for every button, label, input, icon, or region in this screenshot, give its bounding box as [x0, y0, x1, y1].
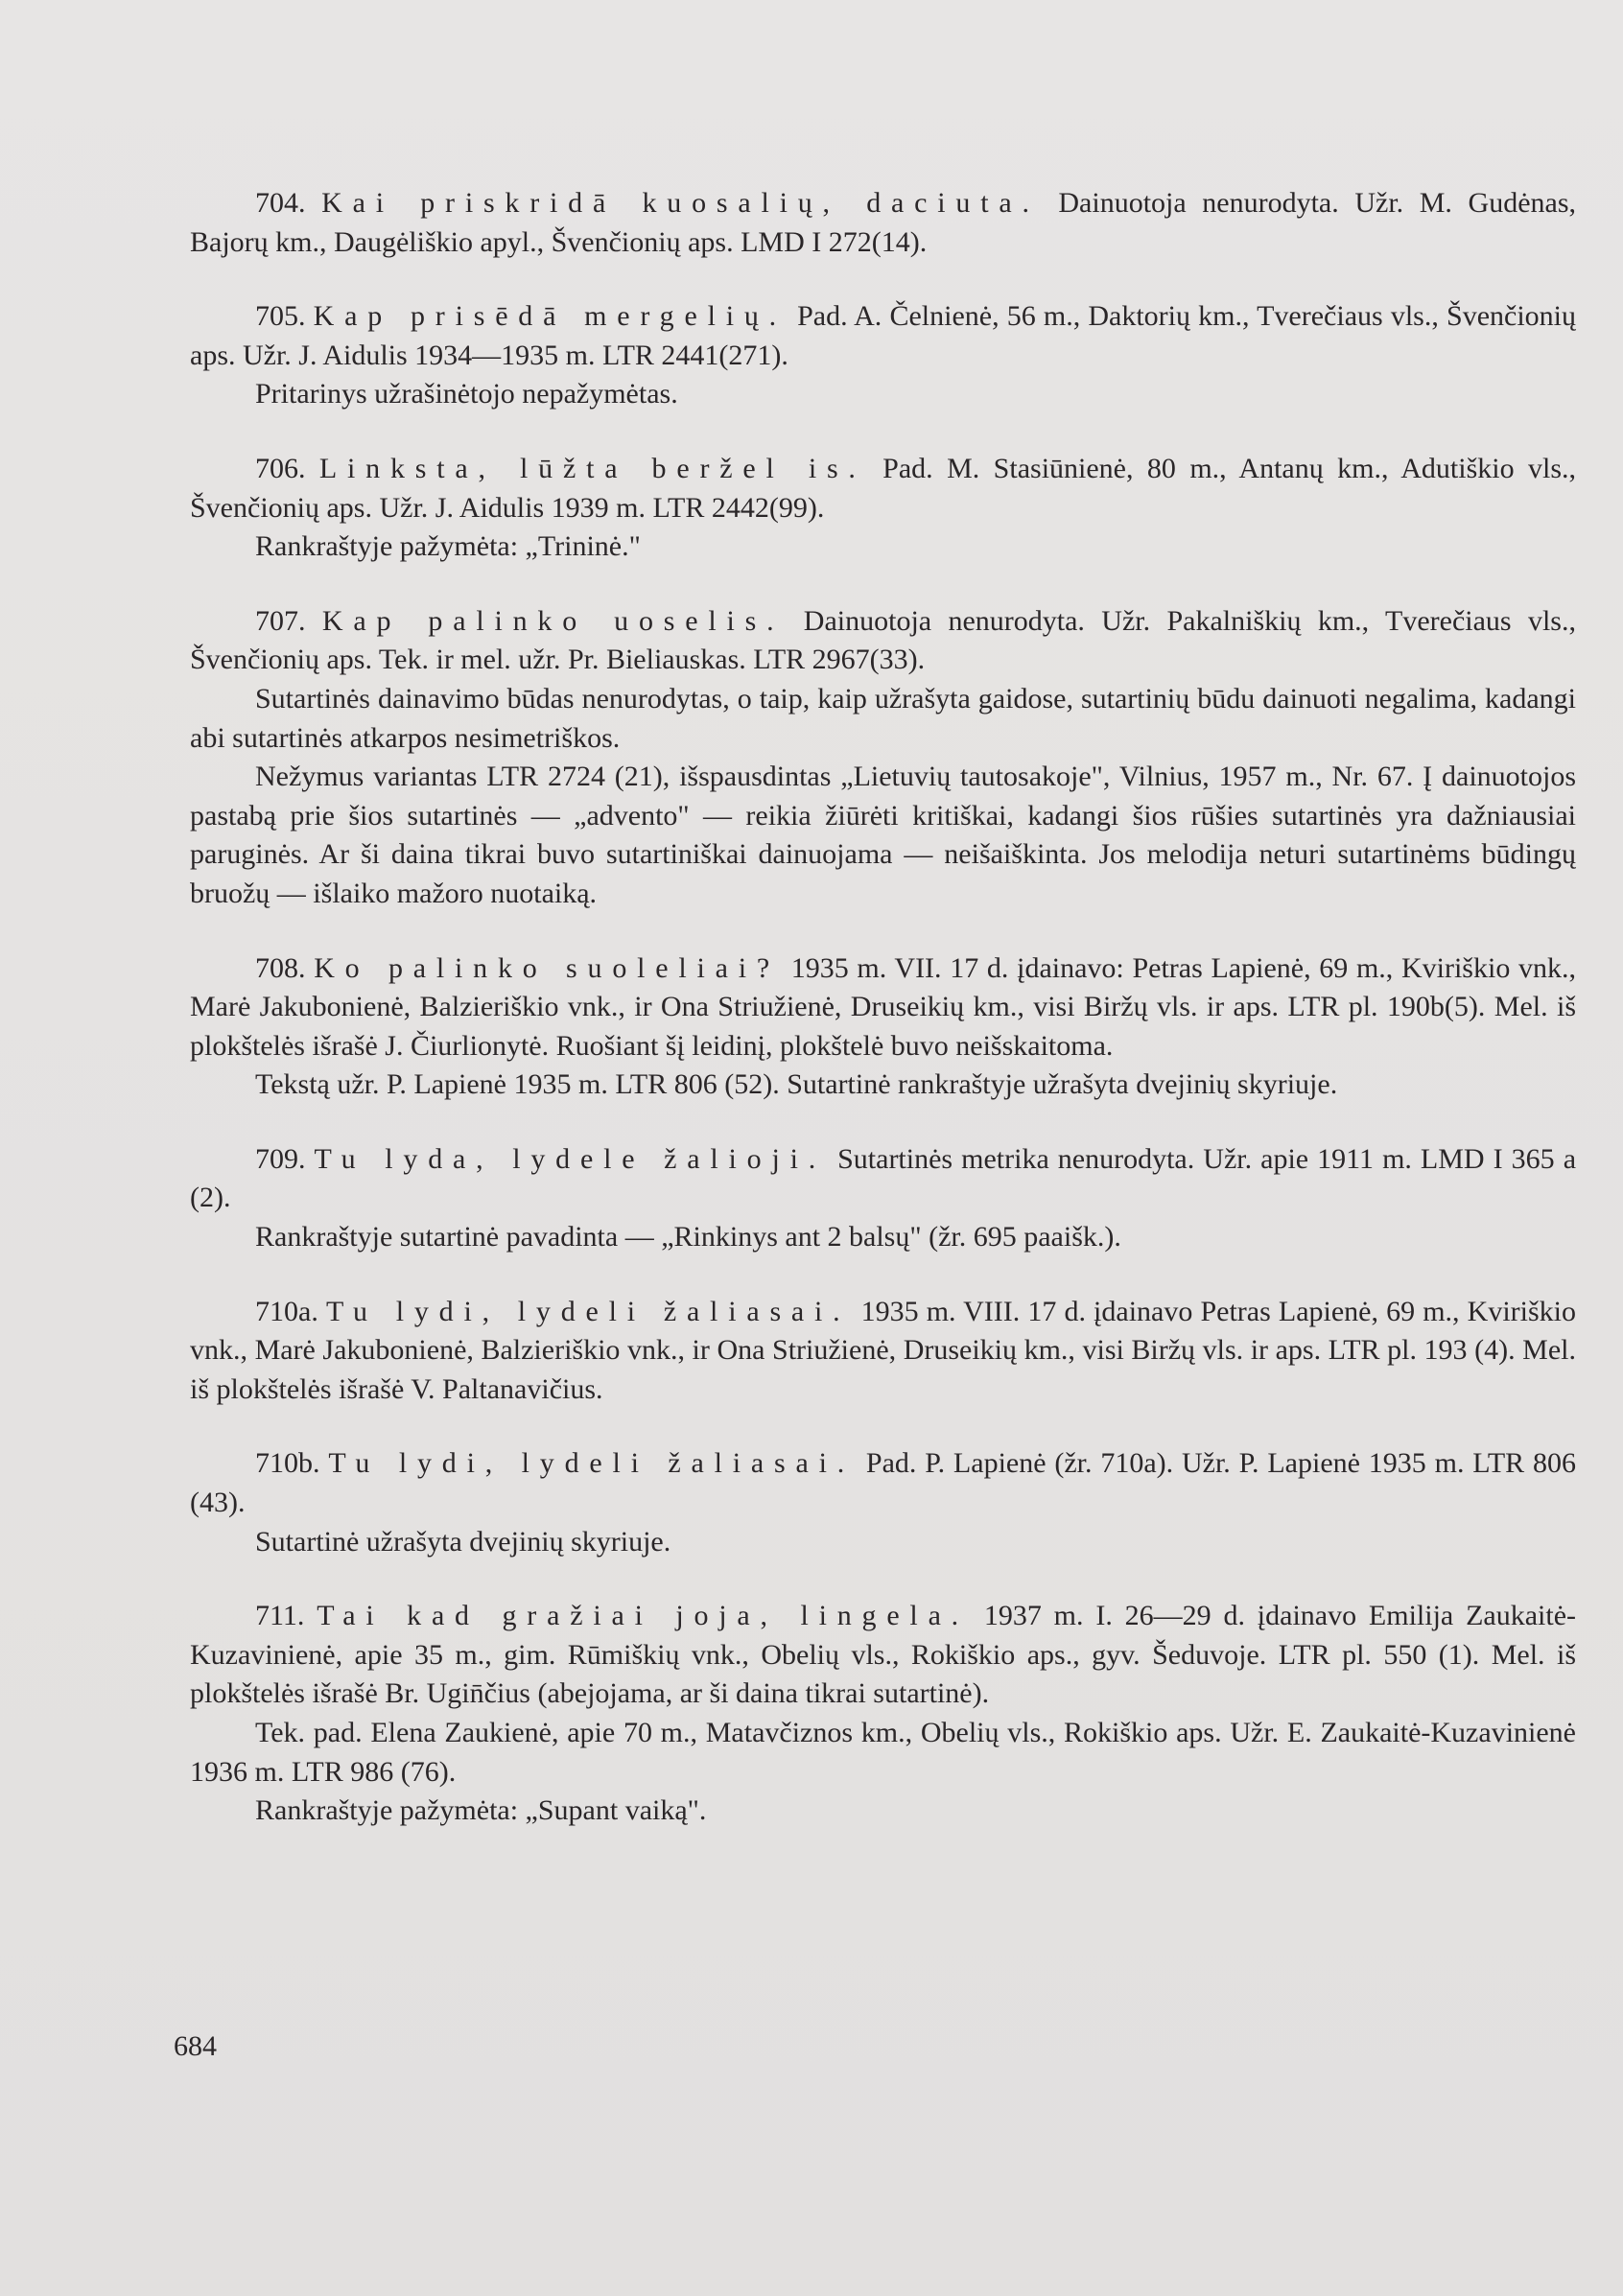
- entry-details: Sutartinės metrika nenurodyta. Užr. apie 1911 m. LMD I 365 a (2).: [190, 1142, 1577, 1214]
- entry-details: 1935 m. VIII. 17 d. įdainavo Petras Lapienė, 69 m., Kviriškio vnk., Marė Jakubonienė, Balzieriškio vnk., ir Ona Striužienė, Druseikių km., visi Biržų vls. ir aps. LTR pl. 193 (4). Mel. iš plokštelės išrašė V. Paltanavičius.: [190, 1295, 1576, 1405]
- entry-paragraph: [190, 949, 1576, 1066]
- entry-note: Sutartinė užrašyta dvejinių skyriuje.: [255, 1525, 671, 1558]
- song-title: Tu lydi, lydeli žaliasai.: [328, 1447, 856, 1480]
- entry-paragraph: [190, 450, 1576, 527]
- song-entry: [190, 1444, 1576, 1561]
- song-entry: [190, 602, 1576, 914]
- entry-note: Nežymus variantas LTR 2724 (21), išspausdintas „Lietuvių tautosakoje", Vilnius, 1957 m., Nr. 67. Į dainuotojos pastabą prie šios sutartinės — „advento" — reikia žiūrėti kritiškai, kadangi šios rūšies sutartinės yra dažniausiai paruginės. Ar ši daina tikrai buvo sutartiniškai dainuojama — neišaiškinta. Jos melodija neturi sutartinėms būdingų bruožų — išlaiko mažoro nuotaiką.: [190, 761, 1576, 909]
- song-entry: [190, 1597, 1576, 1831]
- entry-paragraph: [190, 297, 1576, 375]
- entry-paragraph: [190, 602, 1576, 680]
- entry-note: Tekstą užr. P. Lapienė 1935 m. LTR 806 (52). Sutartinė rankraštyje užrašyta dvejinių skyriuje.: [255, 1068, 1338, 1101]
- entry-paragraph: [190, 1597, 1576, 1714]
- song-title: Tu lydi, lydeli žaliasai.: [325, 1295, 851, 1327]
- entry-note: Pritarinys užrašinėtojo nepažymėtas.: [255, 378, 678, 410]
- song-title: Ko palinko suoleliai?: [314, 951, 781, 984]
- entry-paragraph: [190, 1293, 1576, 1410]
- song-entry: [190, 184, 1576, 262]
- entry-number: 711.: [255, 1600, 305, 1632]
- song-title: Tu lyda, lydele žalioji.: [314, 1142, 827, 1175]
- commentary-text: [190, 184, 1576, 1866]
- entry-details: Dainuotoja nenurodyta. Užr. Pakalniškių km., Tverečiaus vls., Švenčionių aps. Tek. ir mel. užr. Pr. Bieliauskas. LTR 2967(33).: [190, 604, 1576, 676]
- entry-note: Rankraštyje pažymėta: „Trininė.": [255, 530, 641, 563]
- entry-number: 709.: [255, 1142, 306, 1175]
- song-entry: [190, 1140, 1576, 1257]
- song-entry: [190, 949, 1576, 1105]
- song-title: Kai priskridā kuosalių, daciuta.: [321, 187, 1040, 219]
- entry-number: 708.: [255, 951, 306, 984]
- entry-number: 707.: [255, 604, 306, 637]
- entry-number: 710a.: [255, 1295, 318, 1327]
- entry-details: 1937 m. I. 26—29 d. įdainavo Emilija Zaukaitė-Kuzavinienė, apie 35 m., gim. Rūmiškių vnk., Obelių vls., Rokiškio aps., gyv. Šeduvoje. LTR pl. 550 (1). Mel. iš plokštelės išrašė Br. Ugin̄čius (abejojama, ar ši daina tikrai sutartinė).: [190, 1600, 1577, 1710]
- song-title: Kap prisēdā mergelių.: [313, 300, 787, 333]
- entry-details: Pad. M. Stasiūnienė, 80 m., Antanų km., Adutiškio vls., Švenčionių aps. Užr. J. Aidulis 1939 m. LTR 2442(99).: [190, 452, 1577, 524]
- entry-note: Tek. pad. Elena Zaukienė, apie 70 m., Matavčiznos km., Obelių vls., Rokiškio aps. Užr. E. Zaukaitė-Kuzavinienė 1936 m. LTR 986 (76).: [190, 1717, 1576, 1788]
- entry-paragraph: [190, 1140, 1576, 1218]
- entry-number: 705.: [255, 300, 306, 333]
- entry-paragraph: [190, 184, 1576, 262]
- entry-details: 1935 m. VII. 17 d. įdainavo: Petras Lapienė, 69 m., Kviriškio vnk., Marė Jakubonienė, Balzieriškio vnk., ir Ona Striužienė, Druseikių km., visi Biržų vls. ir aps. LTR pl. 190b(5). Mel. iš plokštelės išrašė J. Čiurlionytė. Ruošiant šį leidinį, plokštelė buvo neišskaitoma.: [190, 951, 1577, 1062]
- song-entry: [190, 1293, 1576, 1410]
- song-entry: [190, 297, 1576, 414]
- entry-paragraph: [190, 1444, 1576, 1522]
- song-title: Linksta, lūžta beržel is.: [318, 452, 866, 484]
- entry-details: Pad. P. Lapienė (žr. 710a). Užr. P. Lapienė 1935 m. LTR 806 (43).: [190, 1447, 1577, 1519]
- entry-number: 710b.: [255, 1447, 320, 1480]
- song-title: Kap palinko uoselis.: [321, 604, 785, 637]
- song-title: Tai kad gražiai joja, lingela.: [317, 1600, 969, 1632]
- entry-note: Rankraštyje sutartinė pavadinta — „Rinkinys ant 2 balsų" (žr. 695 paaišk.).: [255, 1221, 1121, 1253]
- page-number: 684: [174, 2030, 217, 2062]
- entry-note: Sutartinės dainavimo būdas nenurodytas, o taip, kaip užrašyta gaidose, sutartinių būdu dainuoti negalima, kadangi abi sutartinės atkarpos nesimetriškos.: [190, 682, 1576, 754]
- entry-details: Pad. A. Čelnienė, 56 m., Daktorių km., Tverečiaus vls., Švenčionių aps. Užr. J. Aidulis 1934—1935 m. LTR 2441(271).: [190, 300, 1576, 371]
- entry-number: 704.: [255, 187, 306, 219]
- entry-note: Rankraštyje pažymėta: „Supant vaiką".: [255, 1794, 707, 1827]
- entry-number: 706.: [255, 452, 306, 484]
- entry-details: Dainuotoja nenurodyta. Užr. M. Gudėnas, Bajorų km., Daugėliškio apyl., Švenčionių aps. LMD I 272(14).: [190, 187, 1577, 258]
- song-entry: [190, 450, 1576, 567]
